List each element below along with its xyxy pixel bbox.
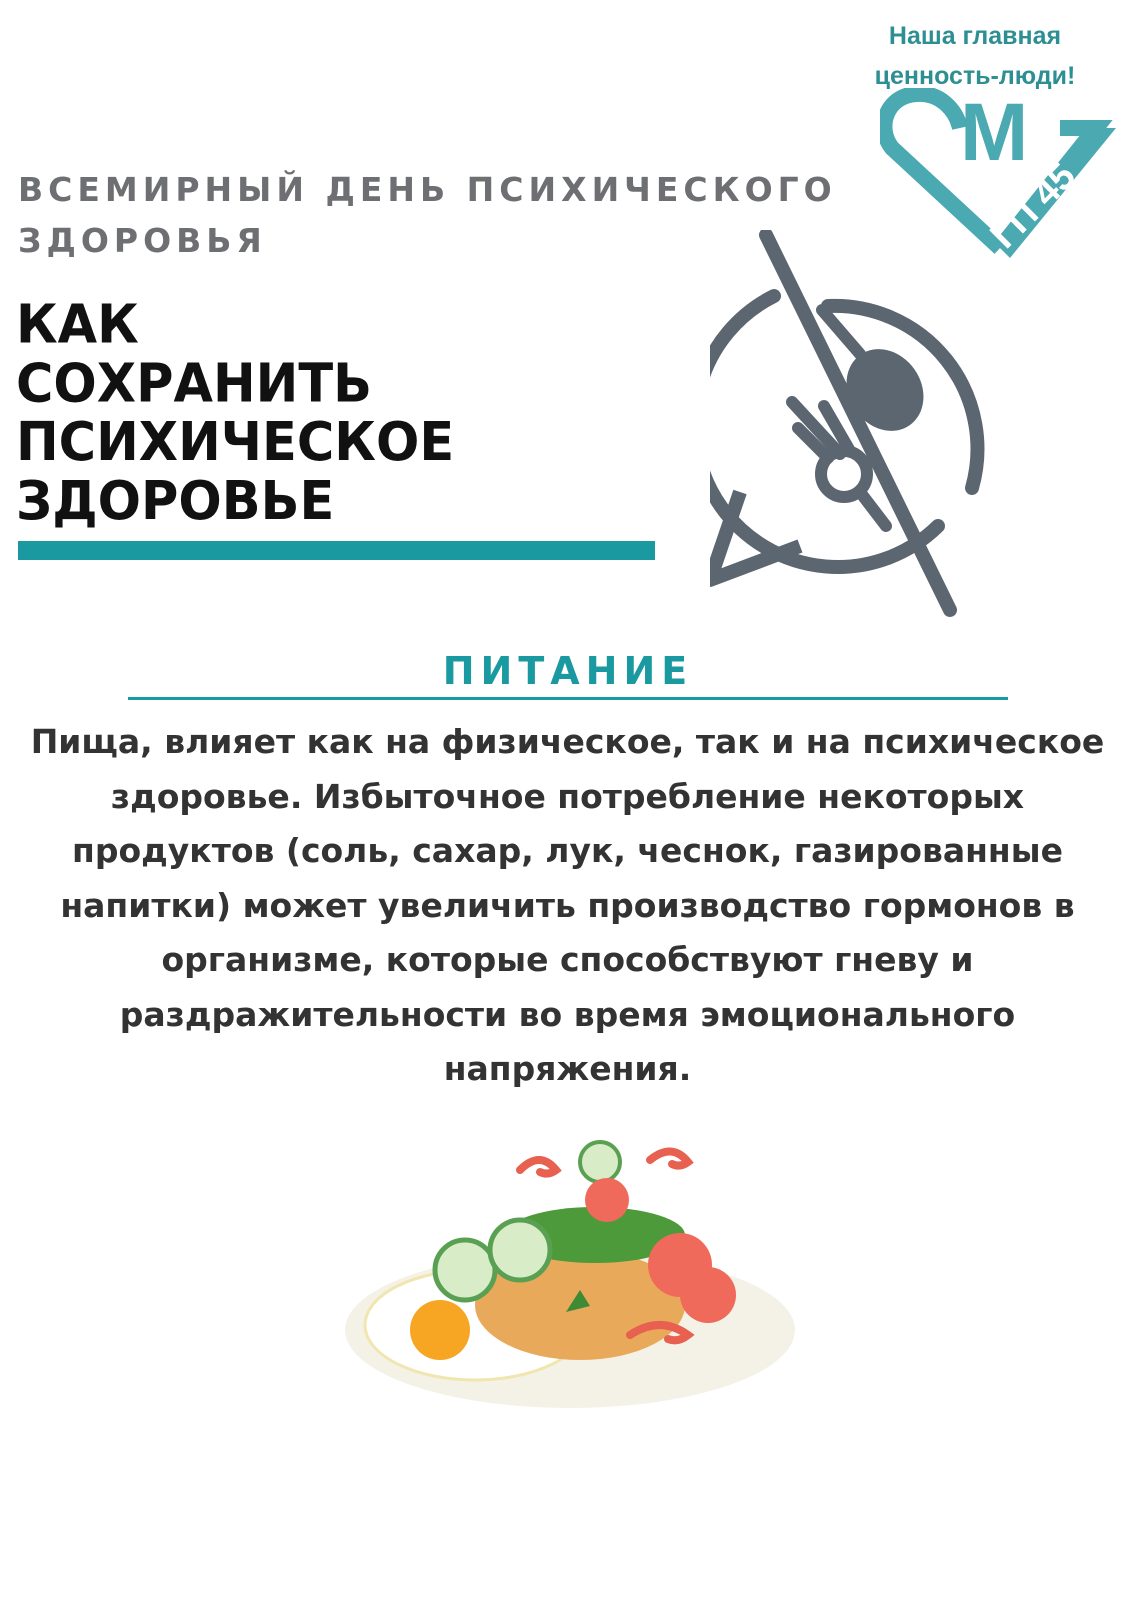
logo-badge-text: ГП 45	[982, 155, 1085, 257]
cucumber-slice	[435, 1240, 495, 1300]
section-body: Пища, влияет как на физическое, так и на психическое здоровье. Избыточное потребление некоторых продуктов (соль, сахар, лук, чеснок, газированные напитки) может увеличить производство гормонов в организме, которые способствуют гневу и раздражительности во время эмоционального напряжения.	[30, 722, 1105, 1088]
shrimp	[650, 1151, 688, 1165]
food-plate-illustration	[330, 1140, 810, 1460]
logo-tagline-line2: ценность-люди!	[874, 62, 1076, 90]
main-title-line: КАК	[16, 294, 139, 357]
section-heading: ПИТАНИЕ	[442, 649, 694, 693]
cucumber-slice	[490, 1220, 550, 1280]
cucumber-slice	[580, 1142, 620, 1182]
main-title-line: СОХРАНИТЬ	[16, 353, 372, 416]
tomato-slice	[680, 1267, 736, 1323]
logo-tagline	[840, 16, 1110, 96]
no-eating-chat-bubble-icon	[710, 230, 1030, 630]
logo-mark-letter: М	[960, 88, 1029, 178]
main-title	[16, 296, 676, 531]
main-title-line: ПСИХИЧЕСКОЕ	[16, 411, 455, 474]
logo-tagline-line1: Наша главная	[888, 22, 1062, 50]
tomato-slice	[585, 1178, 629, 1222]
main-title-line: ЗДОРОВЬЕ	[16, 470, 335, 533]
shrimp	[520, 1160, 556, 1174]
section-divider	[128, 697, 1008, 700]
event-title-line1: ВСЕМИРНЫЙ ДЕНЬ ПСИХИЧЕСКОГО	[18, 170, 837, 209]
egg-yolk	[410, 1300, 470, 1360]
title-underline	[18, 541, 655, 560]
event-title-line2: ЗДОРОВЬЯ	[18, 221, 267, 260]
